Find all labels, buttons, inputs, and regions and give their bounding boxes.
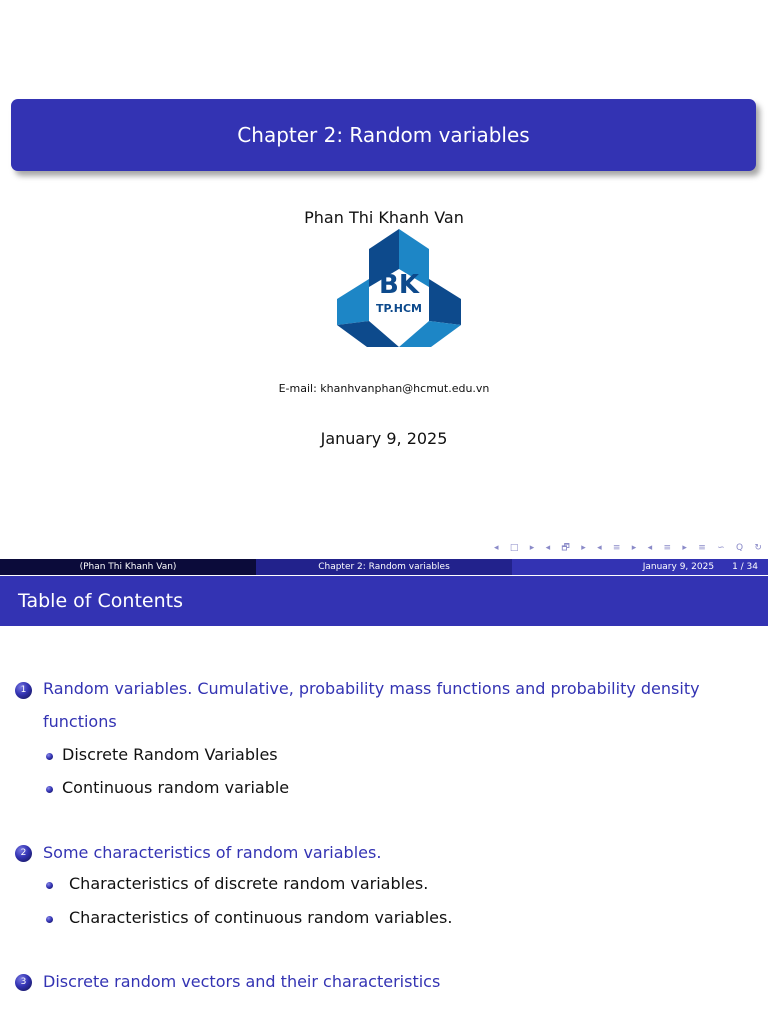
nav-back-icon[interactable]: ∽ <box>717 543 725 553</box>
nav-left-arrow-icon[interactable]: ◂ <box>647 543 653 553</box>
presentation-date: January 9, 2025 <box>320 429 448 448</box>
toc-subsection-discrete-rv[interactable]: Discrete Random Variables <box>62 745 278 764</box>
nav-left-arrow-icon[interactable]: ◂ <box>545 543 551 553</box>
bullet-icon <box>46 753 53 760</box>
presentation-title: Chapter 2: Random variables <box>237 123 530 147</box>
toc-section-2-title[interactable]: Some characteristics of random variables. <box>43 843 382 862</box>
slide-footer <box>0 559 768 575</box>
nav-left-arrow-icon[interactable]: ◂ <box>494 543 499 553</box>
logo-city-text: TP.HCM <box>376 302 422 315</box>
nav-section-icon[interactable]: ≡ <box>612 543 621 553</box>
toc-subsection-continuous-rv[interactable]: Continuous random variable <box>62 778 290 797</box>
nav-outline-icon[interactable]: ≡ <box>698 543 706 553</box>
nav-right-arrow-icon[interactable]: ▸ <box>581 543 586 553</box>
author-name: Phan Thi Khanh Van <box>304 208 464 227</box>
university-logo <box>327 229 471 351</box>
toc-title: Table of Contents <box>18 590 183 612</box>
toc-section-1-title-line1[interactable]: Random variables. Cumulative, probability mass functions and probability density <box>43 679 700 698</box>
logo-left-lower-facet <box>337 321 399 347</box>
logo-right-upper-facet <box>429 279 461 325</box>
toc-subsection-continuous-characteristics[interactable]: Characteristics of continuous random variables. <box>69 908 453 927</box>
nav-left-arrow-icon[interactable]: ◂ <box>597 543 602 553</box>
logo-left-upper-facet <box>337 279 369 325</box>
bullet-icon <box>46 916 53 923</box>
logo-bk-text: BK <box>379 270 419 300</box>
section-number-badge: 1 <box>15 682 32 699</box>
email-line: E-mail: khanhvanphan@hcmut.edu.vn <box>278 382 490 395</box>
logo-right-lower-facet <box>399 321 461 347</box>
beamer-navigation-bar <box>494 541 762 555</box>
title-banner <box>11 99 756 171</box>
footer-date-page <box>512 559 768 575</box>
footer-date: January 9, 2025 <box>642 562 715 572</box>
nav-right-arrow-icon[interactable]: ▸ <box>529 543 535 553</box>
bullet-icon <box>46 786 53 793</box>
nav-section-icon[interactable]: ≡ <box>663 543 672 553</box>
nav-frame-icon[interactable]: □ <box>509 543 519 553</box>
toc-section-1-title-line2[interactable]: functions <box>43 712 117 731</box>
footer-title: Chapter 2: Random variables <box>256 559 512 575</box>
toc-subsection-discrete-characteristics[interactable]: Characteristics of discrete random variables. <box>69 874 429 893</box>
footer-author: (Phan Thi Khanh Van) <box>0 559 256 575</box>
nav-refresh-icon[interactable]: ↻ <box>754 543 762 553</box>
section-number-badge: 2 <box>15 845 32 862</box>
footer-page-number: 1 / 34 <box>732 562 758 572</box>
nav-right-arrow-icon[interactable]: ▸ <box>631 543 637 553</box>
nav-subsection-icon[interactable]: 🗗 <box>561 543 570 553</box>
toc-section-3-title[interactable]: Discrete random vectors and their characteristics <box>43 972 441 991</box>
section-number-badge: 3 <box>15 974 32 991</box>
nav-search-icon[interactable]: Q <box>736 543 744 553</box>
nav-right-arrow-icon[interactable]: ▸ <box>682 543 687 553</box>
toc-frame-title-bar <box>0 576 768 626</box>
bullet-icon <box>46 882 53 889</box>
